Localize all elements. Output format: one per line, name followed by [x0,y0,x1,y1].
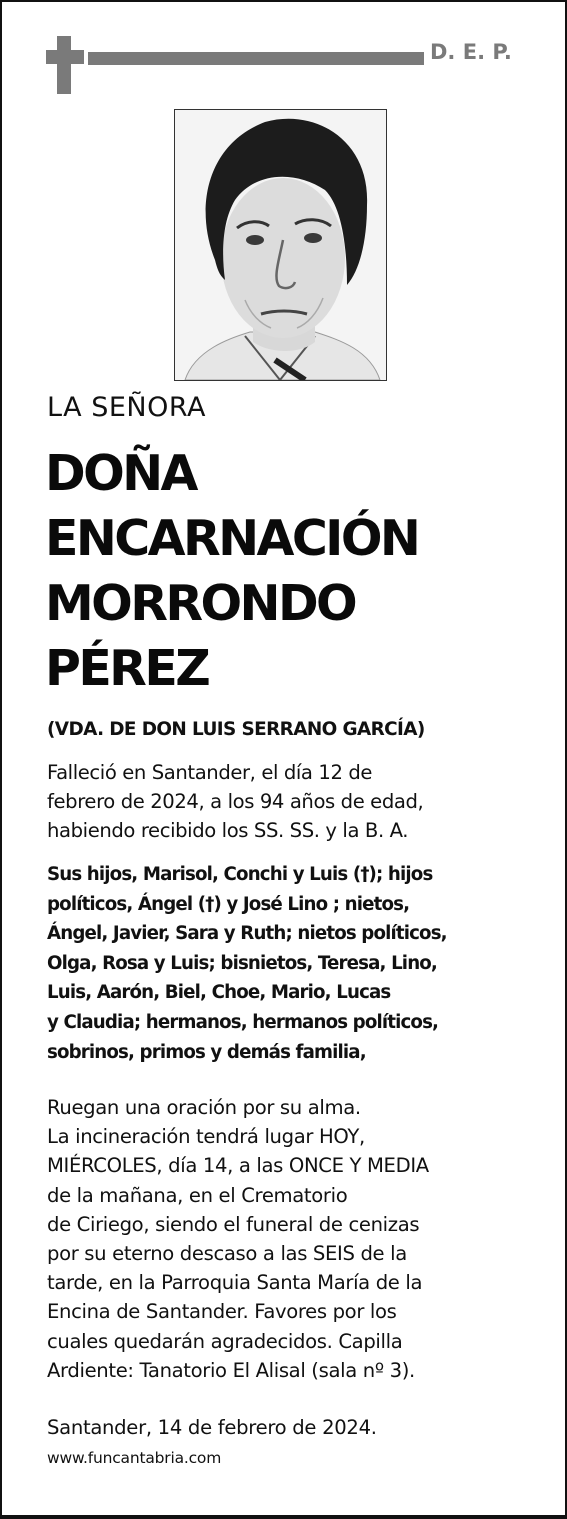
website-link[interactable]: www.funcantabria.com [47,1449,222,1467]
ceremony-details [47,1093,562,1385]
text-line: Sus hijos, Marisol, Conchi y Luis (†); hijos [47,864,433,885]
text-line: febrero de 2024, a los 94 años de edad, [47,790,424,813]
text-line: Ardiente: Tanatorio El Alisal (sala nº 3). [47,1358,415,1382]
portrait-photo [174,109,387,381]
text-line: Falleció en Santander, el día 12 de [47,761,373,784]
text-line: de Ciriego, siendo el funeral de cenizas [47,1212,420,1236]
widow-of-line: (VDA. DE DON LUIS SERRANO GARCÍA) [47,719,425,740]
latin-cross-icon-arm [46,50,84,64]
text-line: La incineración tendrá lugar HOY, [47,1125,365,1149]
text-line: políticos, Ángel (†) y José Lino ; nietos, [47,893,410,915]
header-rule [88,52,424,65]
text-line: cuales quedarán agradecidos. Capilla [47,1329,403,1353]
name-line: ENCARNACIÓN [45,510,419,567]
text-line: Ángel, Javier, Sara y Ruth; nietos políticos, [47,923,447,945]
name-line: PÉREZ [45,640,209,697]
text-line: MIÉRCOLES, día 14, a las ONCE Y MEDIA [47,1154,429,1178]
text-line: Luis, Aarón, Biel, Choe, Mario, Lucas [47,982,391,1004]
text-line: Ruegan una oración por su alma. [47,1096,361,1119]
text-line: y Claudia; hermanos, hermanos políticos, [47,1011,439,1033]
deceased-name [45,441,418,701]
text-line: Olga, Rosa y Luis; bisnietos, Teresa, Lino, [47,952,437,974]
text-line: por su eterno descaso a las SEIS de la [47,1242,407,1266]
dep-label: D. E. P. [430,40,512,64]
title-prefix: LA SEÑORA [47,392,206,423]
place-date: Santander, 14 de febrero de 2024. [47,1416,377,1439]
text-line: de la mañana, en el Crematorio [47,1183,348,1207]
latin-cross-icon [57,36,71,94]
text-line: Encina de Santander. Favores por los [47,1300,397,1324]
text-line: tarde, en la Parroquia Santa María de la [47,1271,423,1295]
death-notice [47,758,557,845]
name-line: MORRONDO [45,575,356,632]
text-line: sobrinos, primos y demás familia, [47,1041,366,1063]
family-list [47,860,562,1067]
text-line: habiendo recibido los SS. SS. y la B. A. [47,819,409,842]
name-line: DOÑA [45,445,196,502]
